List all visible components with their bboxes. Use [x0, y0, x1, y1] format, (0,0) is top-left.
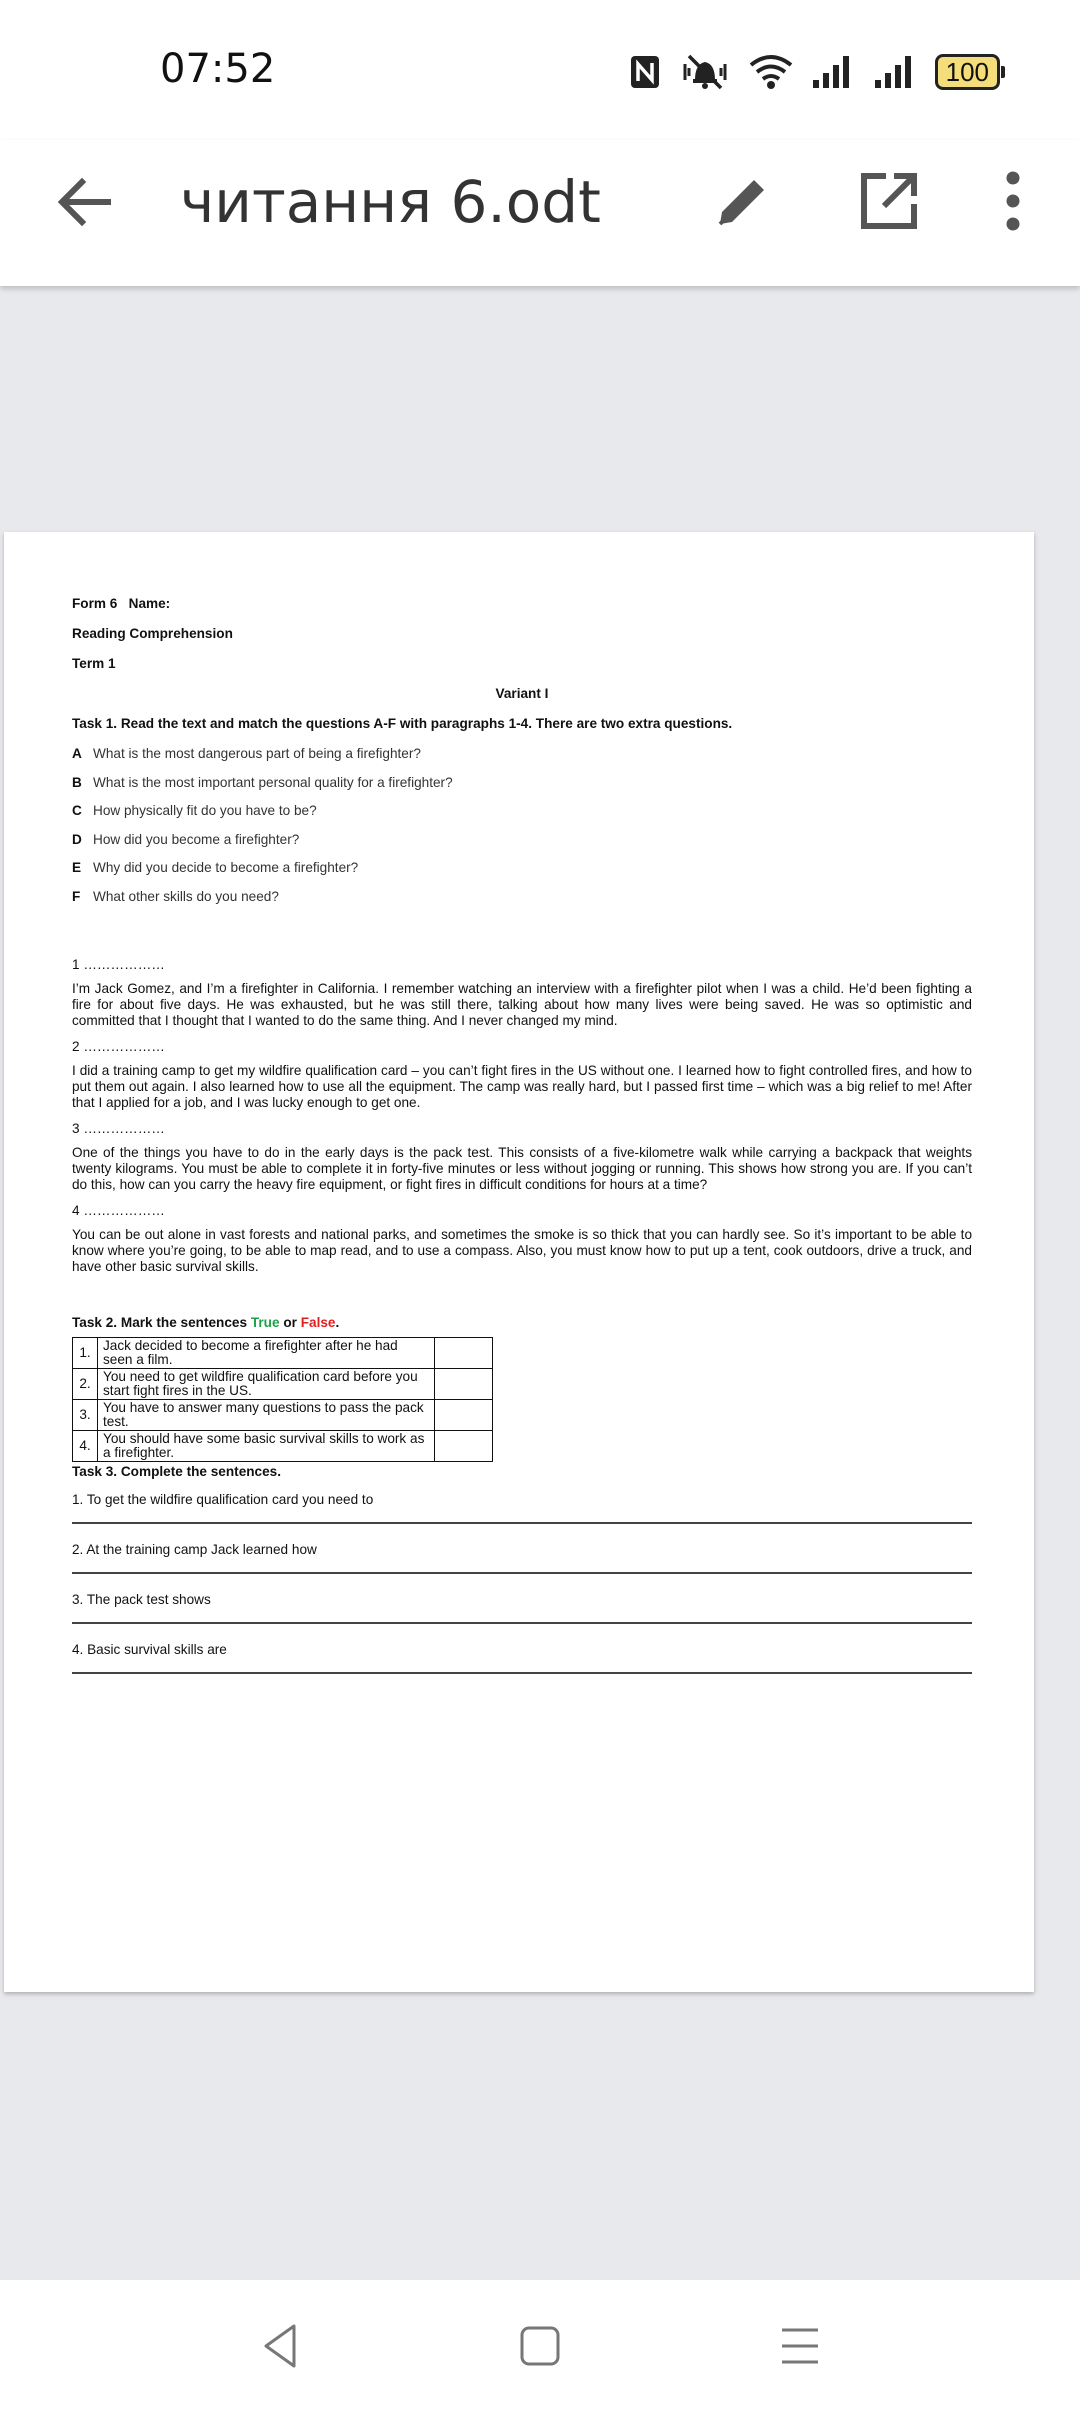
open-external-icon [856, 168, 922, 234]
paragraph-label: 3 ……………… [72, 1121, 165, 1136]
task3-title: Task 3. Complete the sentences. [72, 1464, 282, 1479]
nav-menu-icon [774, 2320, 826, 2372]
row-statement: You should have some basic survival skills to work as a firefighter. [98, 1431, 435, 1462]
row-statement: You need to get wildfire qualification card before you start fight fires in the US. [98, 1369, 435, 1400]
paragraph-text: I did a training camp to get my wildfire qualification card – you can’t fight fires in the US without one. I learned how to fight controlled fires, and how to put them out again. I also learned how to use all the equipment. The camp was really hard, but I passed first time – which was a big relief to me! After that I applied for a job, and I was lucky enough to get one. [72, 1063, 972, 1110]
question-item: C How physically fit do you have to be? [72, 803, 317, 818]
paragraph-text: You can be out alone in vast forests and national parks, and sometimes the smoke is so thick that you can hardly see. So it’s important to be able to know where you’re going, to be able to map read, and to use a compass. Also, you must know how to put up a tent, cook outdoors, drive a truck, and have other basic survival skills. [72, 1227, 972, 1274]
answer-line[interactable] [72, 1608, 972, 1624]
sentence-prompt: 2. At the training camp Jack learned how [72, 1542, 317, 1557]
table-row [73, 1369, 493, 1400]
row-number: 1. [73, 1338, 98, 1369]
edit-button[interactable] [710, 168, 776, 234]
answer-line[interactable] [72, 1558, 972, 1574]
paragraph-text: I’m Jack Gomez, and I’m a firefighter in California. I remember watching an interview with a firefighter pilot when I was a child. He’d been fighting a fire for about five days. He was exhausted, but he was still there, talking about how many lives were being saved. He was so optimistic and committed that I thought that I wanted to do the same thing. And I never changed my mind. [72, 981, 972, 1028]
status-time: 07:52 [160, 46, 276, 92]
answer-line[interactable] [72, 1658, 972, 1674]
row-number: 2. [73, 1369, 98, 1400]
answer-cell[interactable] [435, 1338, 493, 1369]
battery-icon [935, 54, 1000, 90]
question-item: A What is the most dangerous part of being a firefighter? [72, 746, 421, 761]
status-icons [629, 52, 1000, 92]
row-statement: Jack decided to become a firefighter after he had seen a film. [98, 1338, 435, 1369]
row-statement: You have to answer many questions to pass the pack test. [98, 1400, 435, 1431]
back-button[interactable] [52, 170, 116, 234]
variant-heading: Variant I [495, 686, 549, 701]
nfc-icon [629, 54, 661, 90]
true-word: True [250, 1315, 280, 1330]
pencil-icon [710, 168, 776, 234]
table-row [73, 1431, 493, 1462]
false-word: False [300, 1315, 336, 1330]
battery-level: 100 [945, 57, 989, 87]
signal-2-icon [873, 54, 917, 90]
row-number: 3. [73, 1400, 98, 1431]
subject-line: Reading Comprehension [72, 626, 233, 641]
navigation-bar [0, 2280, 1080, 2412]
task1-title: Task 1. Read the text and match the questions A-F with paragraphs 1-4. There are two extra questions. [72, 716, 733, 731]
signal-1-icon [811, 54, 855, 90]
nav-home-button[interactable] [514, 2320, 566, 2372]
sentence-prompt: 3. The pack test shows [72, 1592, 211, 1607]
question-item: D How did you become a firefighter? [72, 831, 300, 847]
nav-menu-button[interactable] [774, 2320, 826, 2372]
question-item: F What other skills do you need? [72, 888, 279, 904]
form-line: Form 6 Name: [72, 596, 171, 611]
document-content [72, 596, 972, 1692]
document-page[interactable] [4, 532, 1034, 1992]
sentence-prompt: 1. To get the wildfire qualification card you need to [72, 1492, 374, 1507]
more-options-button[interactable] [990, 168, 1036, 234]
open-with-button[interactable] [856, 168, 922, 234]
nav-back-icon [256, 2320, 308, 2372]
mute-vibrate-icon [679, 52, 731, 92]
answer-line[interactable] [72, 1508, 972, 1524]
nav-back-button[interactable] [256, 2320, 308, 2372]
paragraph-label: 4 ……………… [72, 1203, 165, 1218]
wifi-icon [749, 53, 793, 91]
paragraph-label: 1 ……………… [72, 957, 165, 972]
paragraph-text: One of the things you have to do in the early days is the pack test. This consists of a five-kilometre walk while carrying a backpack that weights twenty kilograms. You must be able to complete it in forty-five minutes or less without jogging or running. This shows how strong you are. If you can’t do this, how can you carry the heavy fire equipment, or fight fires in difficult conditions for hours at a time? [72, 1145, 972, 1192]
question-item: B What is the most important personal quality for a firefighter? [72, 774, 453, 790]
more-vert-icon [990, 168, 1036, 234]
row-number: 4. [73, 1431, 98, 1462]
true-false-table [72, 1337, 493, 1462]
table-row [73, 1338, 493, 1369]
back-arrow-icon [52, 170, 116, 234]
document-title: читання 6.odt [180, 168, 601, 236]
sentence-prompt: 4. Basic survival skills are [72, 1642, 227, 1657]
app-bar [0, 140, 1080, 286]
task2-title: Task 2. Mark the sentences True or False. [72, 1315, 340, 1330]
paragraph-label: 2 ……………… [72, 1039, 165, 1054]
answer-cell[interactable] [435, 1369, 493, 1400]
answer-cell[interactable] [435, 1431, 493, 1462]
table-row [73, 1400, 493, 1431]
status-bar [0, 0, 1080, 140]
term-line: Term 1 [72, 656, 116, 671]
question-item: E Why did you decide to become a firefighter? [72, 860, 359, 875]
nav-home-icon [514, 2320, 566, 2372]
answer-cell[interactable] [435, 1400, 493, 1431]
question-list [72, 746, 972, 905]
